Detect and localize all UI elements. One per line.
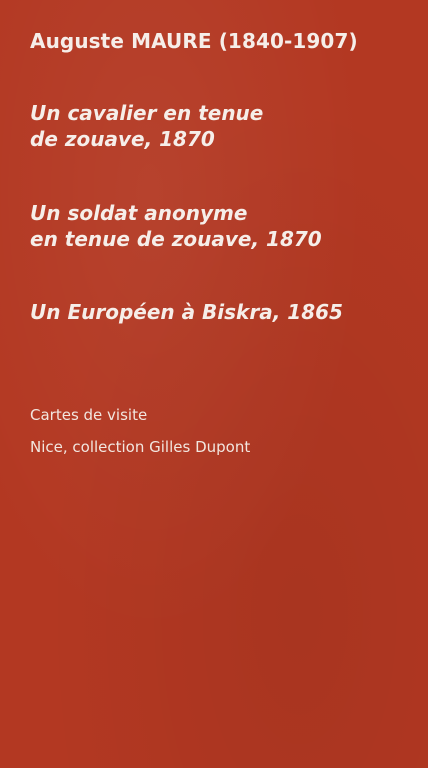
- artwork-title-1-line-2-text: de zouave: [30, 127, 145, 151]
- object-format-note: Cartes de visite: [30, 406, 148, 424]
- collection-credit: Nice, collection Gilles Dupont: [30, 438, 251, 456]
- artwork-title-2-line-1: Un soldat anonyme: [30, 201, 248, 225]
- artwork-title-3-line-1: [30, 299, 343, 325]
- artwork-year-2: , 1870: [251, 227, 322, 251]
- artwork-title-2: [30, 200, 322, 252]
- artwork-year-3: , 1865: [272, 300, 343, 324]
- artwork-title-2-line-2-text: en tenue de zouave: [30, 227, 252, 251]
- artwork-title-3: [30, 299, 343, 325]
- artwork-year-1: , 1870: [144, 127, 215, 151]
- artwork-title-1-line-1: Un cavalier en tenue: [30, 101, 264, 125]
- artwork-title-3-text: Un Européen à Biskra: [30, 300, 273, 324]
- artist-name: Auguste MAURE (1840-1907): [30, 29, 358, 53]
- artwork-title-1-line-2: [30, 126, 263, 152]
- artwork-title-1: [30, 100, 263, 152]
- artwork-title-2-line-2: [30, 226, 322, 252]
